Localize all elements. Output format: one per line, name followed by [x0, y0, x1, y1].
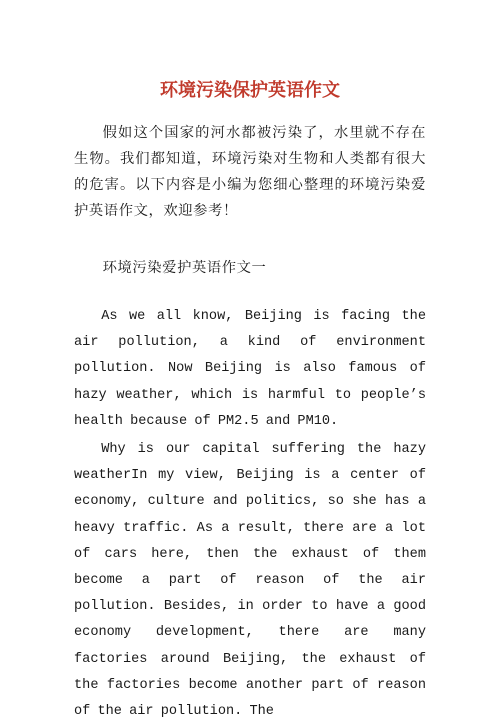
- section-heading: 环境污染爱护英语作文一: [102, 260, 267, 276]
- document-title: 环境污染保护英语作文: [160, 80, 340, 101]
- intro-paragraph: 假如这个国家的河水都被污染了，水里就不存在生物。我们都知道，环境污染对生物和人类都有很大的危害。以下内容是小编为您细心整理的环境污染爱护英语作文，欢迎参考！: [74, 125, 426, 219]
- essay-paragraph-2: Why is our capital suffering the hazy weatherIn my view, Beijing is a center of economy, culture and politics, so she has a heavy traffic. As a result, there are a lot of cars here, then the exhaust of them become a part of reason of the air pollution. Besides, in order to have a good economy development, there are many factories around Beijing, the exhaust of the factories become another part of reason of the air pollution. The: [74, 442, 426, 720]
- essay-paragraph-1: As we all know, Beijing is facing the air pollution, a kind of environment pollution. Now Beijing is also famous of hazy weather, which is harmful to people’s health because of PM2.5 and PM10.: [74, 309, 426, 429]
